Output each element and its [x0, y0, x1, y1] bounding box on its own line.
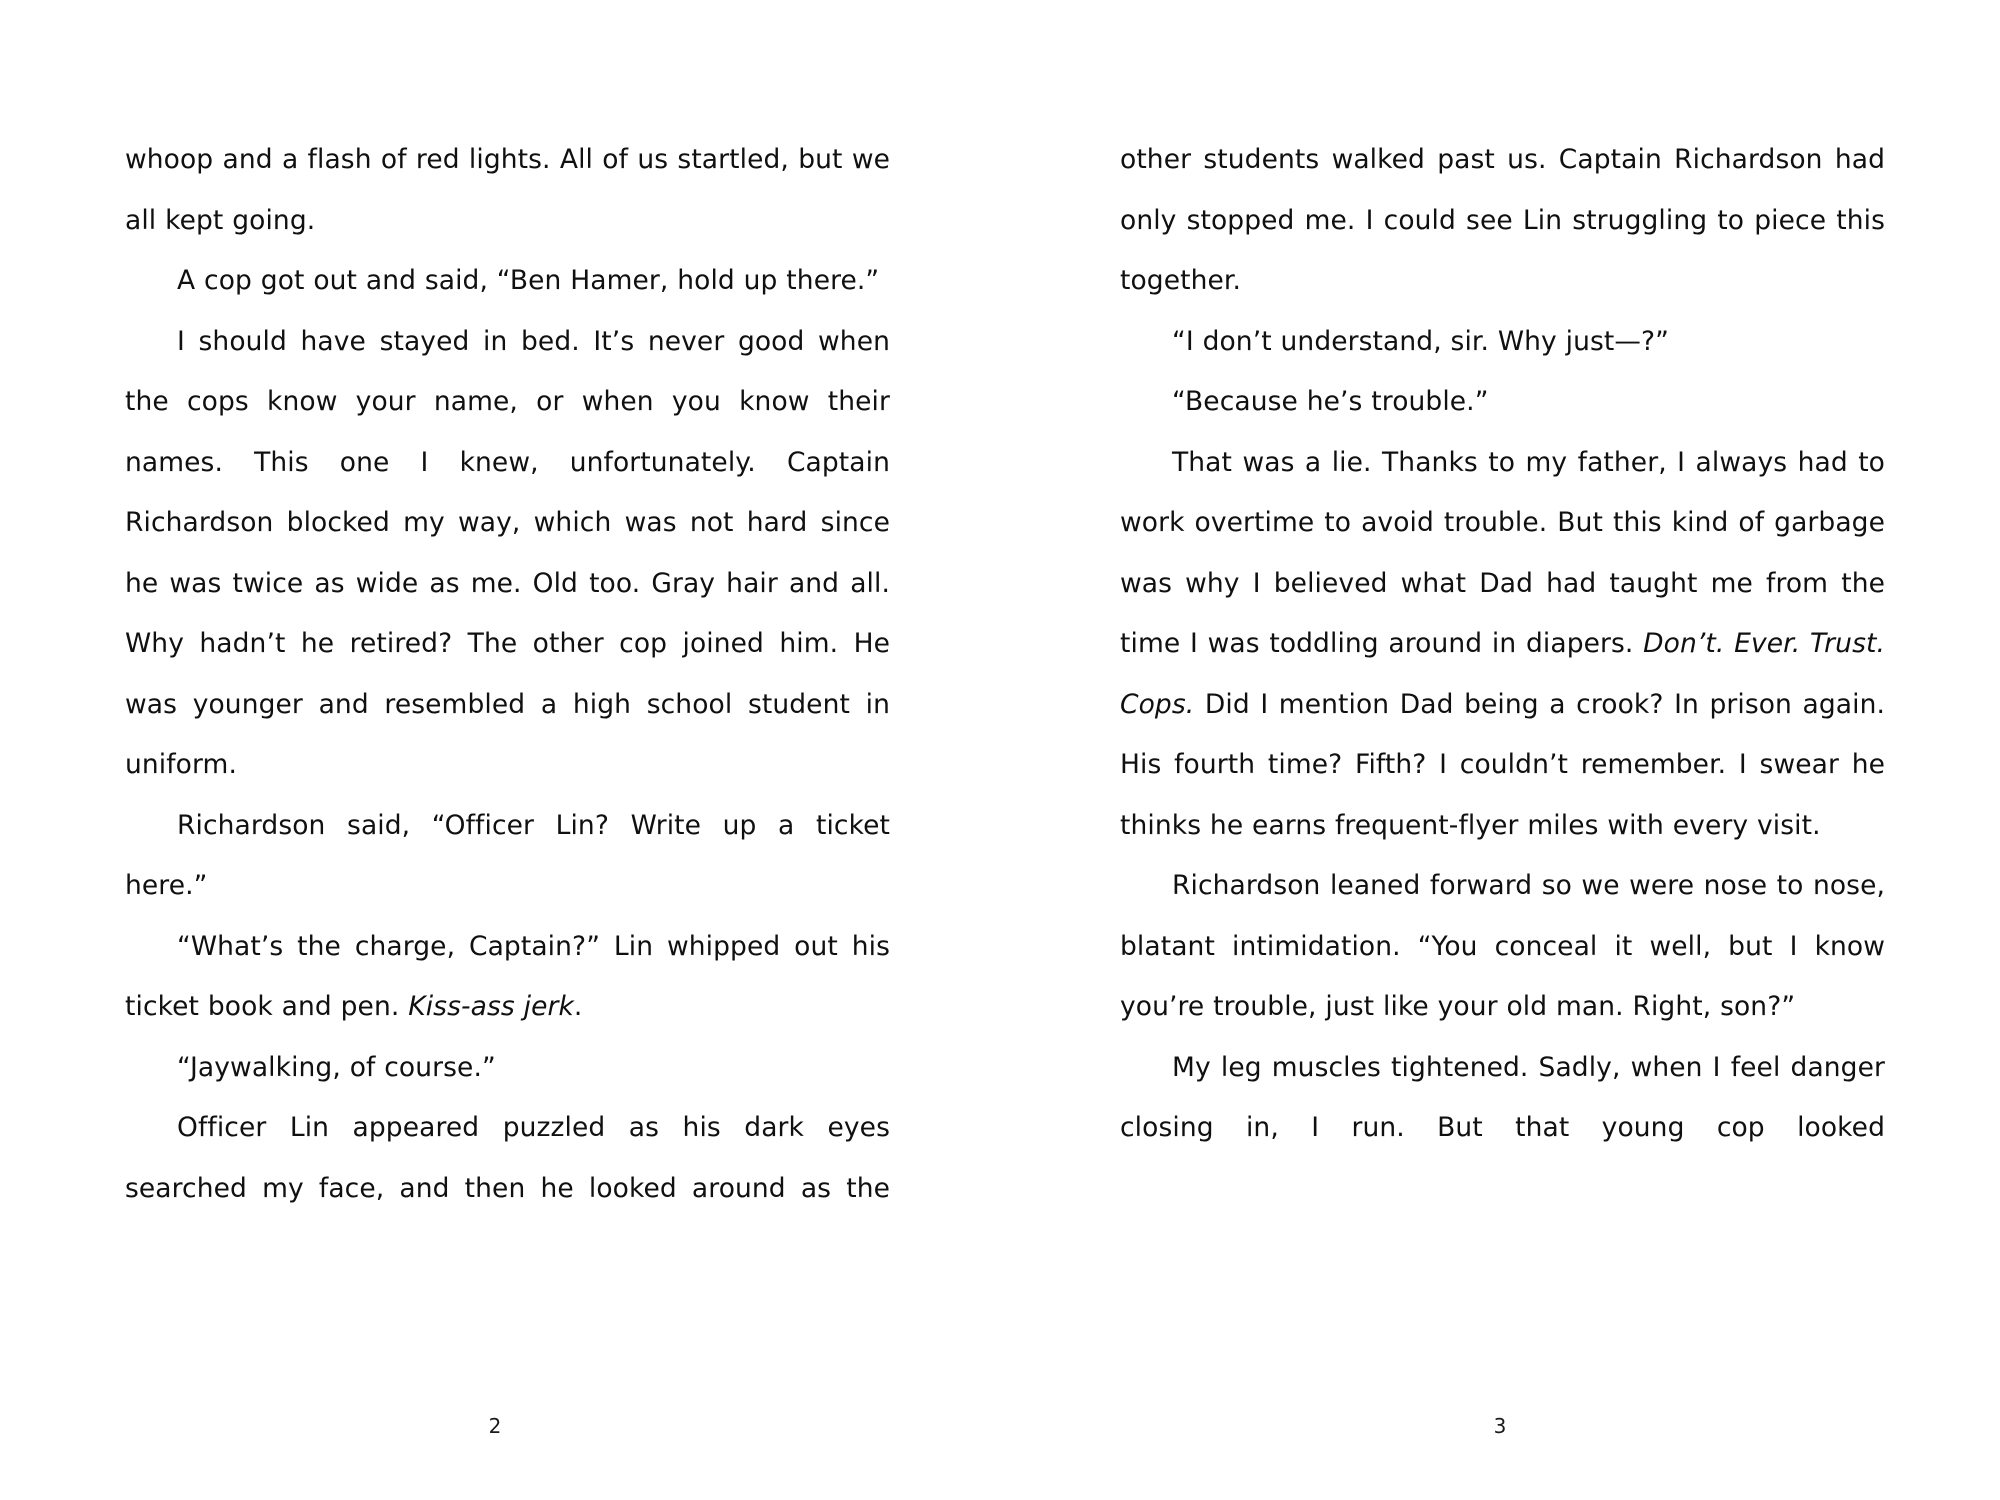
text-run: “Because he’s trouble.”	[1172, 386, 1489, 417]
text-run: I should have stayed in bed. It’s never good when the cops know your name, or when you know their names. This one I knew, unfortunately. Captain Richardson blocked my way, which was not hard since he was twice as wide as me. Old too. Gray hair and all. Why hadn’t he retired? The other cop joined him. He was younger and resembled a high school student in uniform.	[125, 325, 890, 780]
right-page-body	[1120, 130, 1885, 1219]
paragraph	[1120, 130, 1885, 312]
paragraph	[125, 917, 890, 1038]
text-run: “Jaywalking, of course.”	[177, 1051, 496, 1083]
left-page-number: 2	[488, 1414, 502, 1438]
paragraph	[1120, 312, 1885, 373]
text-run: other students walked past us. Captain Richardson had only stopped me. I could see Lin struggling to piece this together.	[1120, 144, 1885, 296]
text-run: My leg muscles tightened. Sadly, when I feel danger closing in, I run. But that young cop looked	[1120, 1051, 1885, 1143]
text-run: Richardson leaned forward so we were nose to nose, blatant intimidation. “You conceal it well, but I know you’re trouble, just like your old man. Right, son?”	[1120, 870, 1885, 1022]
paragraph	[1120, 1038, 1885, 1220]
paragraph	[125, 312, 890, 796]
text-run: Officer Lin appeared puzzled as his dark eyes searched my face, and then he looked around as the	[125, 1112, 890, 1204]
text-run: whoop and a flash of red lights. All of us startled, but we all kept going.	[125, 144, 890, 236]
paragraph	[1120, 856, 1885, 1038]
paragraph	[1120, 372, 1885, 433]
text-run: Richardson said, “Officer Lin? Write up a ticket here.”	[125, 809, 890, 901]
paragraph	[125, 796, 890, 917]
paragraph	[125, 1098, 890, 1280]
left-page-body	[125, 130, 890, 1280]
right-page	[1000, 0, 2000, 1500]
italic-text: Kiss-ass jerk	[408, 991, 574, 1022]
italic-text: Don’t. Ever. Trust. Cops.	[1120, 628, 1885, 720]
paragraph	[125, 130, 890, 251]
right-page-number: 3	[1493, 1414, 1507, 1438]
paragraph	[1120, 433, 1885, 857]
text-run: “What’s the charge, Captain?” Lin whipped out his ticket book and pen.	[125, 930, 890, 1022]
paragraph	[125, 251, 890, 312]
text-run: .	[573, 991, 583, 1022]
text-run: That was a lie. Thanks to my father, I always had to work overtime to avoid trouble. But this kind of garbage was why I believed what Dad had taught me from the time I was toddling around in diapers.	[1120, 446, 1885, 659]
text-run: A cop got out and said, “Ben Hamer, hold up there.”	[177, 265, 880, 296]
text-run: Did I mention Dad being a crook? In prison again. His fourth time? Fifth? I couldn’t remember. I swear he thinks he earns frequent-flyer miles with every visit.	[1120, 688, 1885, 841]
paragraph	[125, 1038, 890, 1099]
text-run: “I don’t understand, sir. Why just—?”	[1172, 325, 1669, 357]
